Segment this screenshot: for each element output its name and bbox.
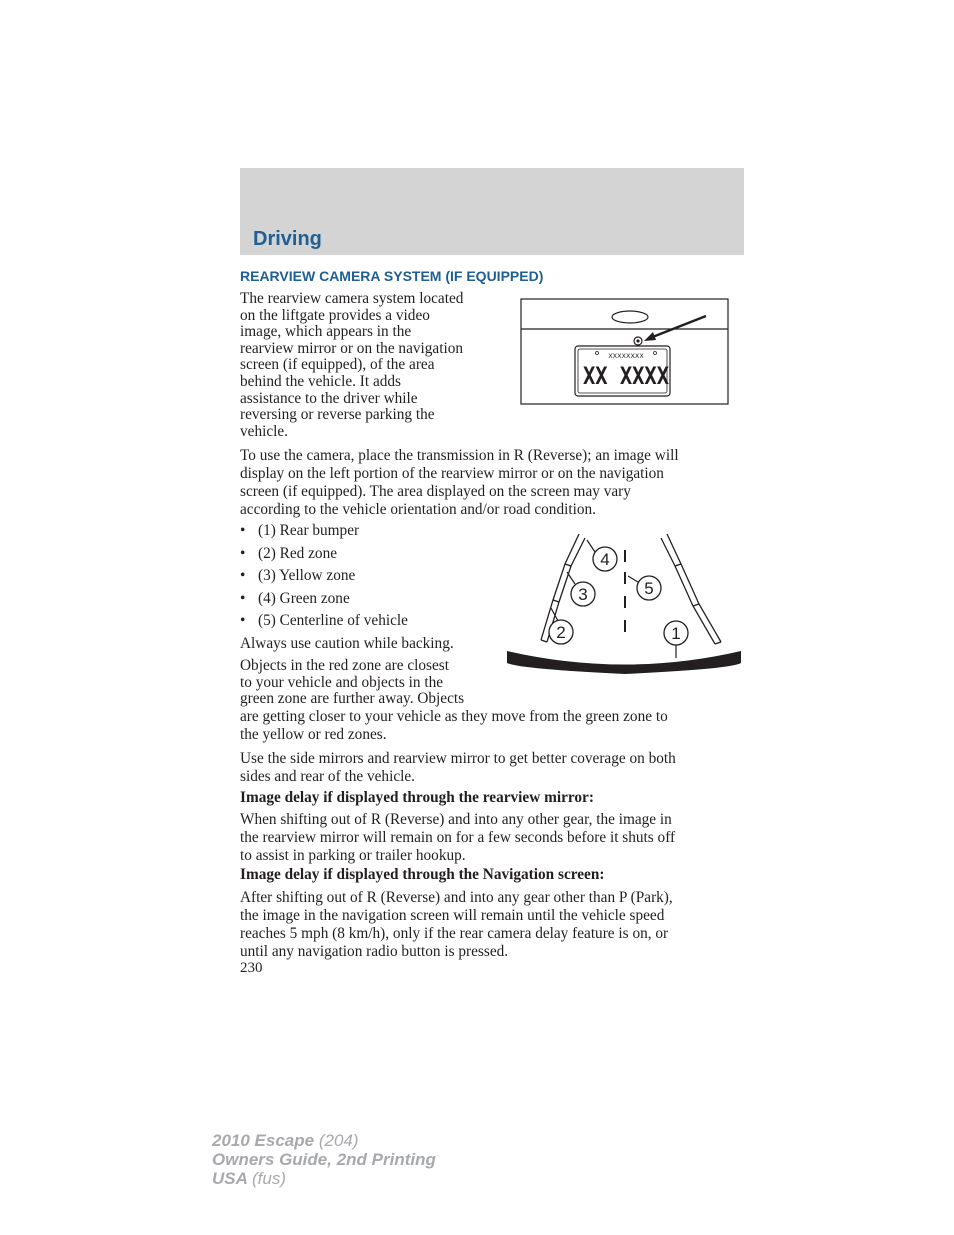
- nav-delay-heading: Image delay if displayed through the Navigation screen:: [240, 866, 605, 883]
- footer-model-code: (204): [318, 1131, 359, 1150]
- text-line: Use the side mirrors and rearview mirror to get better coverage on both: [240, 750, 676, 767]
- text-line: until any navigation radio button is pressed.: [240, 943, 509, 960]
- text-line: rearview mirror or on the navigation: [240, 339, 463, 357]
- text-line: display on the left portion of the rearview mirror or on the navigation: [240, 465, 664, 482]
- text-line: green zone are further away. Objects: [240, 690, 465, 708]
- text-line: reaches 5 mph (8 km/h), only if the rear camera delay feature is on, or: [240, 925, 669, 942]
- section-header-title: Driving: [253, 228, 322, 250]
- text-line: behind the vehicle. It adds: [240, 372, 401, 390]
- callout-4-label: 4: [600, 550, 610, 569]
- text-line: the rearview mirror will remain on for a few seconds before it shuts off: [240, 829, 676, 846]
- text-line: on the liftgate provides a video: [240, 306, 430, 324]
- text-line: When shifting out of R (Reverse) and into any other gear, the image in: [240, 811, 672, 828]
- text-line: assistance to the driver while: [240, 389, 418, 407]
- zone-list: [240, 522, 408, 635]
- callout-3-label: 3: [578, 585, 588, 604]
- rear-bumper: [507, 651, 741, 674]
- list-item-text: (3) Yellow zone: [258, 567, 356, 585]
- list-item-text: (1) Rear bumper: [258, 522, 360, 539]
- text-line: to assist in parking or trailer hookup.: [240, 847, 466, 864]
- callout-5-label: 5: [644, 579, 654, 598]
- text-line: image, which appears in the: [240, 323, 412, 341]
- text-line: to your vehicle and objects in the: [240, 673, 444, 691]
- camera-zone-diagram: [505, 532, 745, 677]
- intro-paragraph: [240, 291, 463, 440]
- zone-explanation: [240, 658, 464, 708]
- footer: [212, 1131, 436, 1188]
- text-line: reversing or reverse parking the: [240, 406, 435, 424]
- footer-model: 2010 Escape: [212, 1131, 315, 1150]
- mirror-delay-heading: Image delay if displayed through the rearview mirror:: [240, 789, 594, 806]
- list-item: • (2) Red zone: [240, 544, 338, 562]
- mirror-delay-paragraph: [240, 811, 744, 865]
- text-line: the yellow or red zones.: [240, 726, 387, 743]
- text-line: according to the vehicle orientation and/or road condition.: [240, 501, 596, 518]
- mirrors-paragraph: [240, 750, 744, 786]
- list-item: • (3) Yellow zone: [240, 567, 356, 585]
- liftgate-camera-figure: [520, 298, 730, 406]
- nav-delay-paragraph: [240, 889, 744, 961]
- page-number: 230: [240, 960, 263, 976]
- footer-market: USA: [212, 1169, 248, 1188]
- text-line: sides and rear of the vehicle.: [240, 768, 415, 785]
- callout-1-label: 1: [671, 624, 681, 643]
- list-item: • (1) Rear bumper: [240, 522, 360, 539]
- text-line: screen (if equipped). The area displayed on the screen may vary: [240, 483, 631, 500]
- text-line: the image in the navigation screen will remain until the vehicle speed: [240, 907, 665, 924]
- text-line: Objects in the red zone are closest: [240, 657, 449, 674]
- zone-explanation-continued: [240, 708, 744, 744]
- callout-2-label: 2: [556, 623, 566, 642]
- list-item-text: (4) Green zone: [258, 589, 350, 607]
- text-line: are getting closer to your vehicle as they move from the green zone to: [240, 708, 668, 725]
- list-item: • (5) Centerline of vehicle: [240, 612, 408, 630]
- caution-text: Always use caution while backing.: [240, 635, 454, 652]
- section-heading: REARVIEW CAMERA SYSTEM (IF EQUIPPED): [240, 268, 544, 284]
- plate-number-text: XX XXXX: [583, 362, 670, 390]
- text-line: screen (if equipped), of the area: [240, 356, 435, 374]
- text-line: The rearview camera system located: [240, 290, 464, 307]
- text-line: After shifting out of R (Reverse) and into any gear other than P (Park),: [240, 889, 673, 906]
- usage-paragraph: [240, 447, 744, 519]
- list-item: • (4) Green zone: [240, 589, 350, 607]
- text-line: To use the camera, place the transmission in R (Reverse); an image will: [240, 447, 679, 464]
- text-line: vehicle.: [240, 422, 288, 440]
- footer-market-code: (fus): [252, 1169, 286, 1188]
- footer-edition: Owners Guide, 2nd Printing: [212, 1150, 436, 1169]
- list-item-text: (5) Centerline of vehicle: [258, 612, 408, 630]
- list-item-text: (2) Red zone: [258, 544, 338, 562]
- plate-small-text: XXXXXXXX: [608, 352, 644, 360]
